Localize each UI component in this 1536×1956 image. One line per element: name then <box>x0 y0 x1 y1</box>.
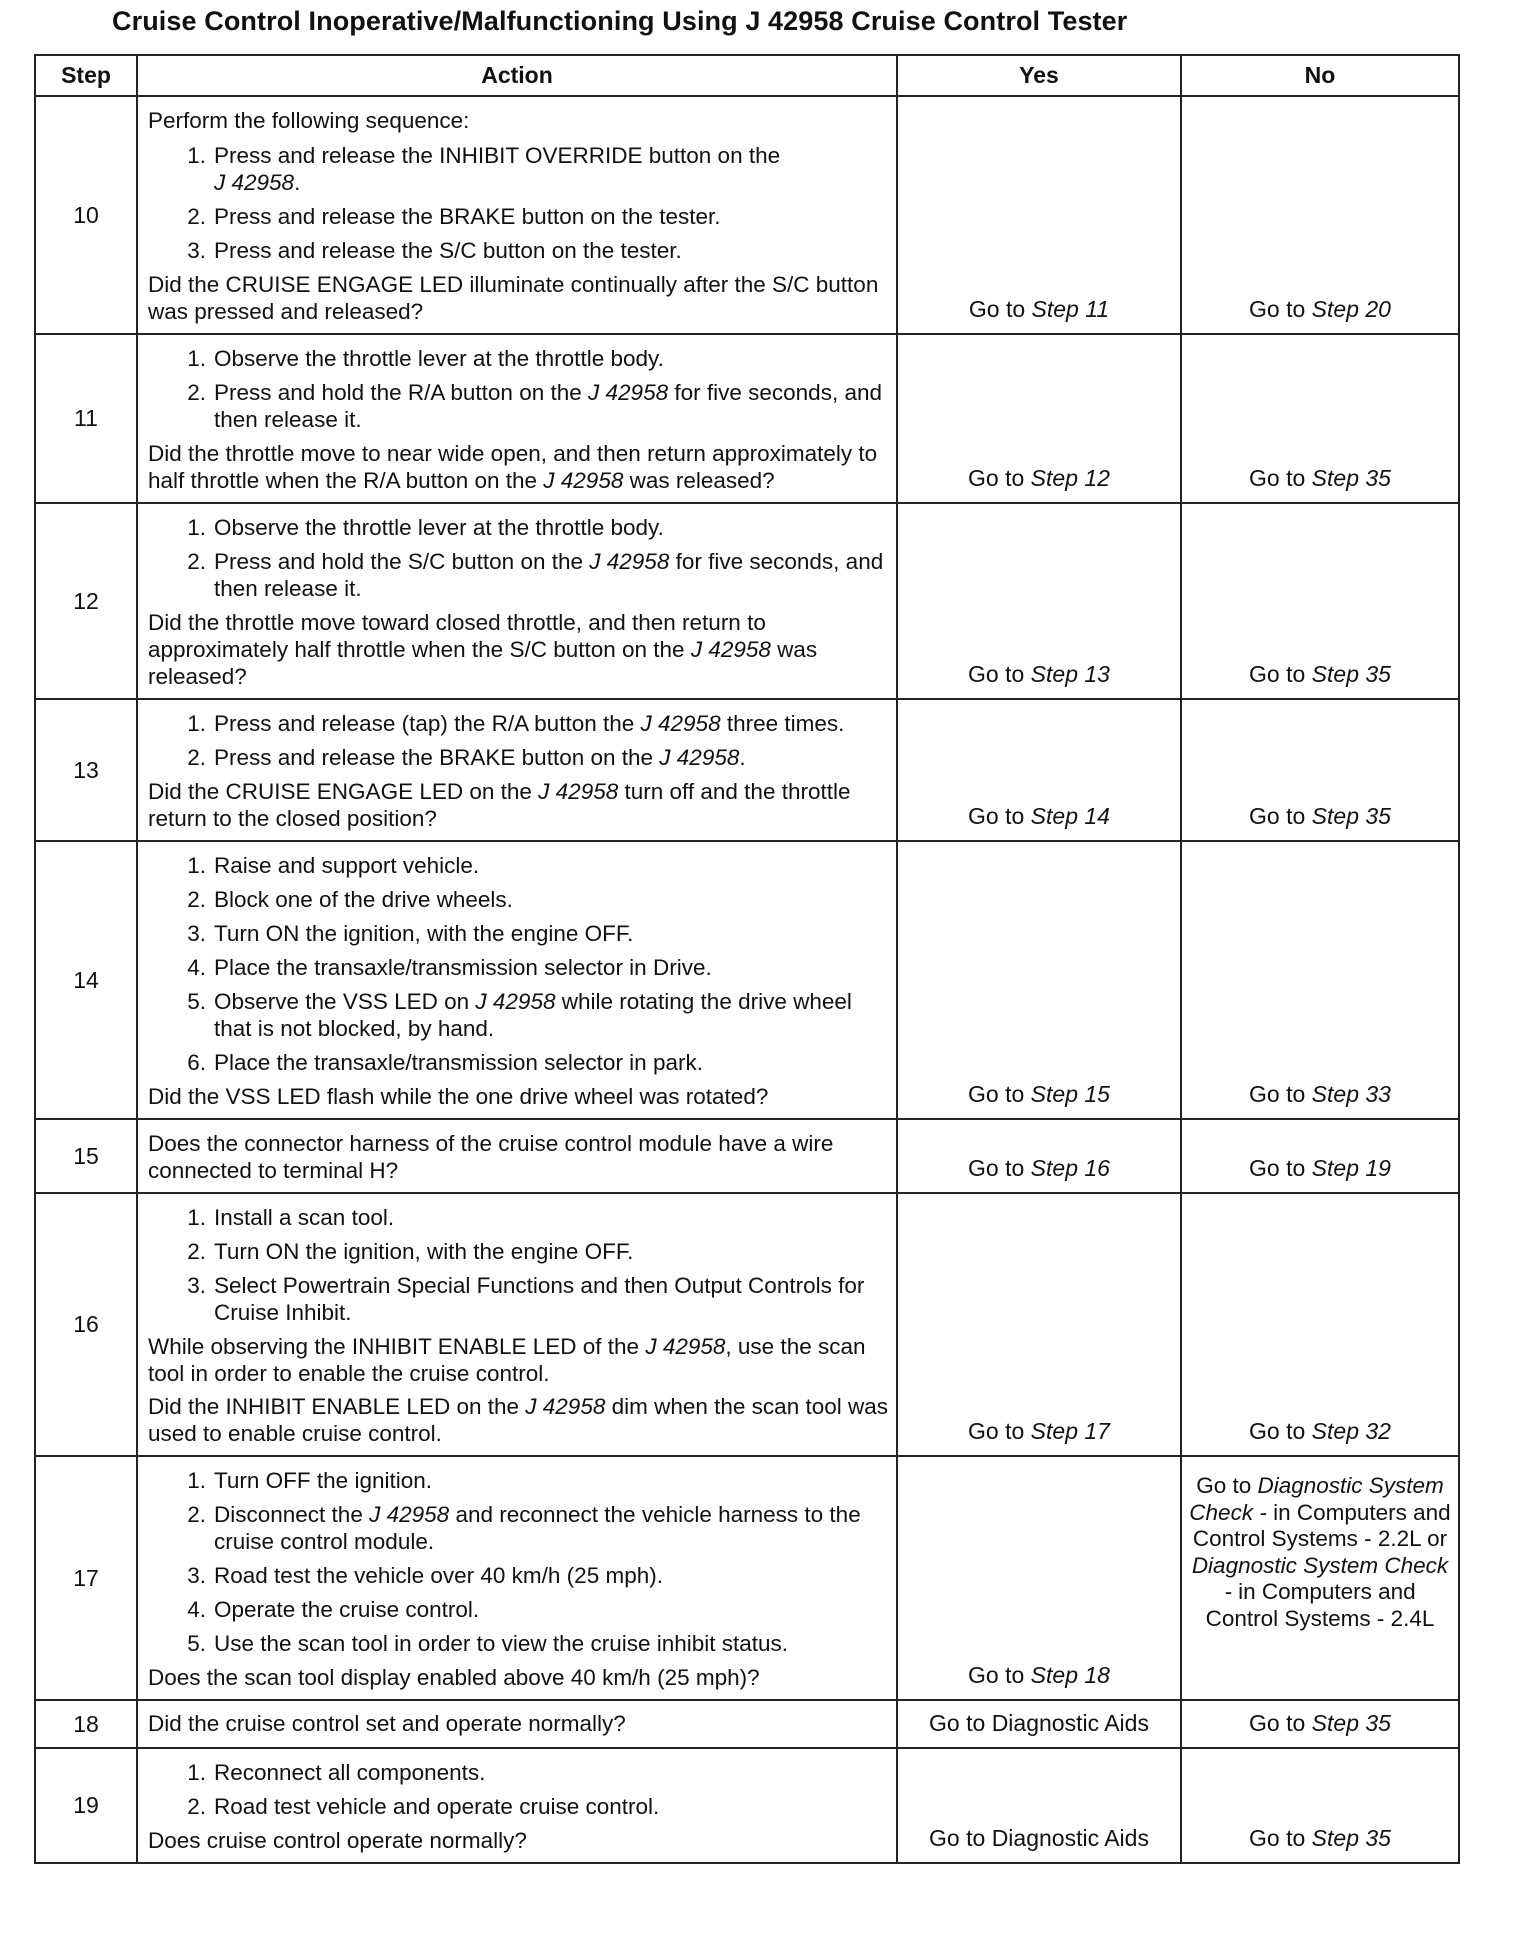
action-question: Does cruise control operate normally? <box>148 1828 527 1853</box>
action-cell <box>137 503 897 699</box>
list-item: 2. Disconnect the J 42958 and reconnect the vehicle harness to the cruise control module. <box>187 1502 861 1554</box>
yes-cell: Go to Diagnostic Aids <box>897 1700 1181 1748</box>
header-no: No <box>1181 55 1459 96</box>
list-item: 2. Press and release the BRAKE button on the J 42958. <box>187 745 746 770</box>
action-note: While observing the INHIBIT ENABLE LED of the J 42958, use the scan tool in order to enable the cruise control. <box>148 1334 866 1386</box>
table-row <box>35 1119 1459 1193</box>
table-row <box>35 1193 1459 1456</box>
list-item: 1. Observe the throttle lever at the throttle body. <box>187 515 664 540</box>
table-row <box>35 841 1459 1119</box>
list-item: 3. Turn ON the ignition, with the engine OFF. <box>187 921 634 946</box>
step-number: 17 <box>35 1456 137 1700</box>
list-item: 1. Raise and support vehicle. <box>187 853 480 878</box>
list-item: 1. Turn OFF the ignition. <box>187 1468 433 1493</box>
list-item: 6. Place the transaxle/transmission selector in park. <box>187 1050 703 1075</box>
action-cell <box>137 1748 897 1863</box>
list-item: 4. Operate the cruise control. <box>187 1597 480 1622</box>
no-cell: Go to Step 20 <box>1181 96 1459 334</box>
list-item: 3. Select Powertrain Special Functions and then Output Controls for Cruise Inhibit. <box>187 1273 865 1325</box>
action-cell <box>137 1193 897 1456</box>
no-cell: Go to Step 35 <box>1181 1748 1459 1863</box>
table-row <box>35 1748 1459 1863</box>
header-yes: Yes <box>897 55 1181 96</box>
list-item: 2. Block one of the drive wheels. <box>187 887 513 912</box>
table-row <box>35 96 1459 334</box>
action-cell <box>137 699 897 841</box>
page-title: Cruise Control Inoperative/Malfunctioning Using J 42958 Cruise Control Tester <box>112 6 1128 36</box>
no-cell: Go to Step 19 <box>1181 1119 1459 1193</box>
yes-cell: Go to Step 11 <box>897 96 1181 334</box>
step-number: 15 <box>35 1119 137 1193</box>
action-question: Did the CRUISE ENGAGE LED on the J 42958 turn off and the throttle return to the closed position? <box>148 779 851 831</box>
step-number: 11 <box>35 334 137 503</box>
list-item: 5. Use the scan tool in order to view the cruise inhibit status. <box>187 1631 789 1656</box>
yes-cell: Go to Step 15 <box>897 841 1181 1119</box>
table-row <box>35 1700 1459 1748</box>
action-cell <box>137 1119 897 1193</box>
action-question: Did the VSS LED flash while the one drive wheel was rotated? <box>148 1084 769 1109</box>
no-cell: Go to Step 35 <box>1181 1700 1459 1748</box>
list-item: 2. Press and hold the R/A button on the J 42958 for five seconds, and then release it. <box>187 380 882 432</box>
yes-cell: Go to Step 14 <box>897 699 1181 841</box>
action-question: Did the throttle move toward closed throttle, and then return to approximately half throttle when the S/C button on the J 42958 was released? <box>148 610 818 689</box>
no-cell: Go to Step 35 <box>1181 699 1459 841</box>
action-question: Did the CRUISE ENGAGE LED illuminate continually after the S/C button was pressed and released? <box>148 272 879 324</box>
header-row <box>35 55 1459 96</box>
yes-cell: Go to Step 17 <box>897 1193 1181 1456</box>
action-cell <box>137 1456 897 1700</box>
header-step: Step <box>35 55 137 96</box>
step-number: 10 <box>35 96 137 334</box>
action-question: Did the cruise control set and operate normally? <box>148 1711 626 1736</box>
action-question: Did the INHIBIT ENABLE LED on the J 42958 dim when the scan tool was used to enable cruise control. <box>148 1394 889 1446</box>
action-cell <box>137 334 897 503</box>
list-item: 3. Road test the vehicle over 40 km/h (25 mph). <box>187 1563 663 1588</box>
yes-cell: Go to Step 13 <box>897 503 1181 699</box>
list-item: 1. Install a scan tool. <box>187 1205 395 1230</box>
step-number: 16 <box>35 1193 137 1456</box>
table-row <box>35 1456 1459 1700</box>
list-item: 2. Press and release the BRAKE button on the tester. <box>187 204 721 229</box>
action-intro: Perform the following sequence: <box>148 108 470 133</box>
no-cell: Go to Step 33 <box>1181 841 1459 1119</box>
action-cell <box>137 841 897 1119</box>
action-cell <box>137 1700 897 1748</box>
action-question: Does the connector harness of the cruise control module have a wire connected to terminal H? <box>148 1131 834 1183</box>
yes-cell: Go to Step 16 <box>897 1119 1181 1193</box>
list-item: 1. Observe the throttle lever at the throttle body. <box>187 346 664 371</box>
action-question: Does the scan tool display enabled above 40 km/h (25 mph)? <box>148 1665 760 1690</box>
yes-cell: Go to Step 18 <box>897 1456 1181 1700</box>
yes-cell: Go to Diagnostic Aids <box>897 1748 1181 1863</box>
table-row <box>35 503 1459 699</box>
table-row <box>35 699 1459 841</box>
list-item: 1. Press and release (tap) the R/A button the J 42958 three times. <box>187 711 845 736</box>
no-cell: Go to Step 35 <box>1181 503 1459 699</box>
list-item: 2. Turn ON the ignition, with the engine OFF. <box>187 1239 634 1264</box>
step-number: 12 <box>35 503 137 699</box>
step-number: 18 <box>35 1700 137 1748</box>
list-item: 2. Road test vehicle and operate cruise control. <box>187 1794 660 1819</box>
no-cell: Go to Diagnostic System Check - in Computers and Control Systems - 2.2L or Diagnostic System Check - in Computers and Control Systems - 2.4L <box>1181 1456 1459 1700</box>
diagnostic-table <box>34 54 1460 1864</box>
yes-cell: Go to Step 12 <box>897 334 1181 503</box>
action-cell <box>137 96 897 334</box>
step-number: 13 <box>35 699 137 841</box>
list-item: 4. Place the transaxle/transmission selector in Drive. <box>187 955 712 980</box>
step-number: 19 <box>35 1748 137 1863</box>
list-item: 2. Press and hold the S/C button on the J 42958 for five seconds, and then release it. <box>187 549 884 601</box>
action-question: Did the throttle move to near wide open, and then return approximately to half throttle when the R/A button on the J 42958 was released? <box>148 441 878 493</box>
step-number: 14 <box>35 841 137 1119</box>
list-item: 1. Reconnect all components. <box>187 1760 486 1785</box>
no-cell: Go to Step 32 <box>1181 1193 1459 1456</box>
table-row <box>35 334 1459 503</box>
no-cell: Go to Step 35 <box>1181 334 1459 503</box>
list-item: 1. Press and release the INHIBIT OVERRIDE button on the J 42958. <box>187 143 781 195</box>
list-item: 3. Press and release the S/C button on the tester. <box>187 238 682 263</box>
list-item: 5. Observe the VSS LED on J 42958 while rotating the drive wheel that is not blocked, by hand. <box>187 989 852 1041</box>
header-action: Action <box>137 55 897 96</box>
